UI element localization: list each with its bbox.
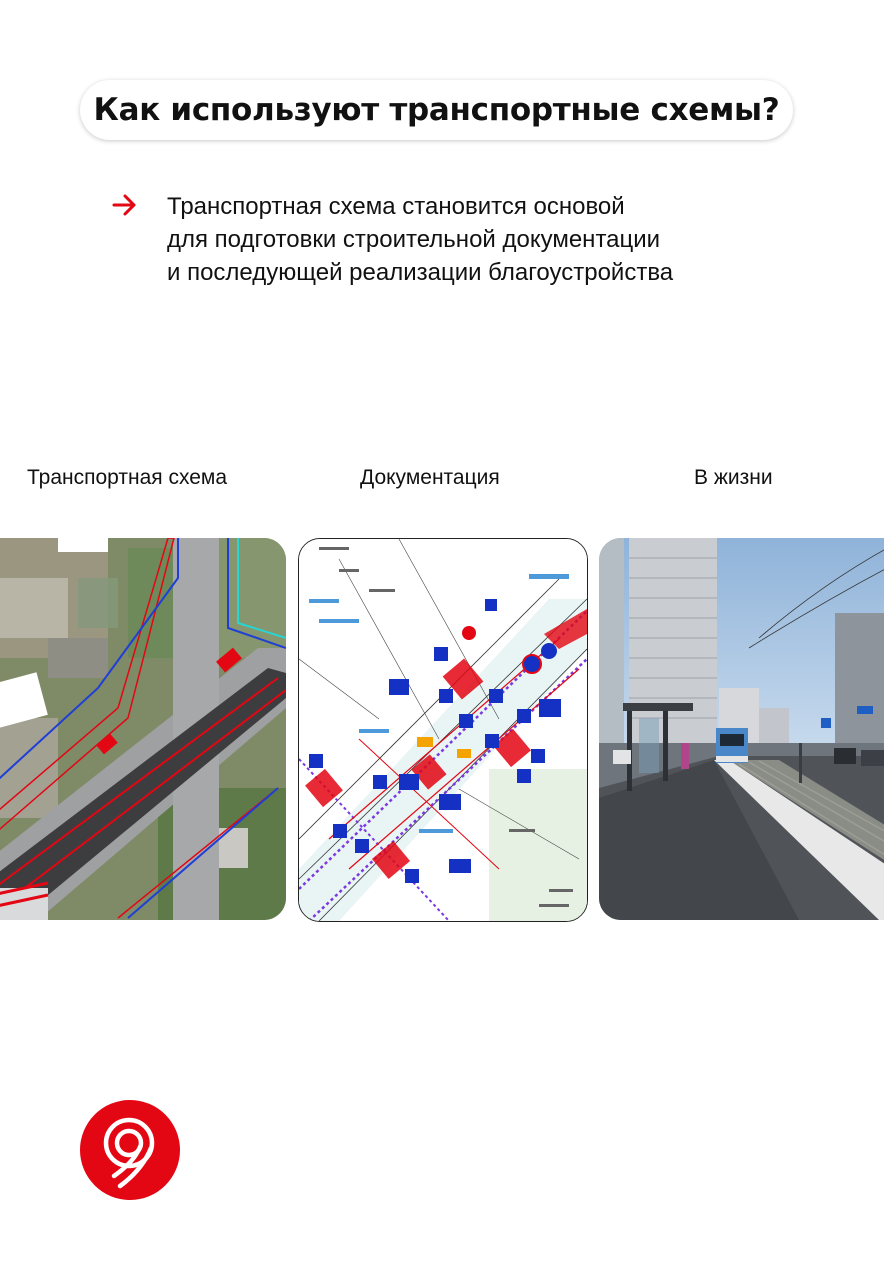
transport-scheme-image <box>0 538 286 920</box>
caption-documentation: Документация <box>360 466 500 489</box>
caption-transport-scheme: Транспортная схема <box>27 466 228 489</box>
caption-in-life: В жизни <box>694 466 773 489</box>
bullet-line-3: и последующей реализации благоустройства <box>167 259 674 286</box>
street-photo-image <box>599 538 884 920</box>
bullet-text <box>167 190 832 289</box>
title-pill <box>80 80 793 140</box>
arrow-right-icon <box>112 192 138 218</box>
bullet-item <box>112 190 832 289</box>
documentation-image <box>298 538 588 922</box>
logo-icon <box>80 1100 180 1200</box>
bullet-line-2: для подготовки строительной документации <box>167 226 661 253</box>
page-title: Как используют транспортные схемы? <box>93 92 780 128</box>
bullet-line-1: Транспортная схема становится основой <box>167 193 625 220</box>
